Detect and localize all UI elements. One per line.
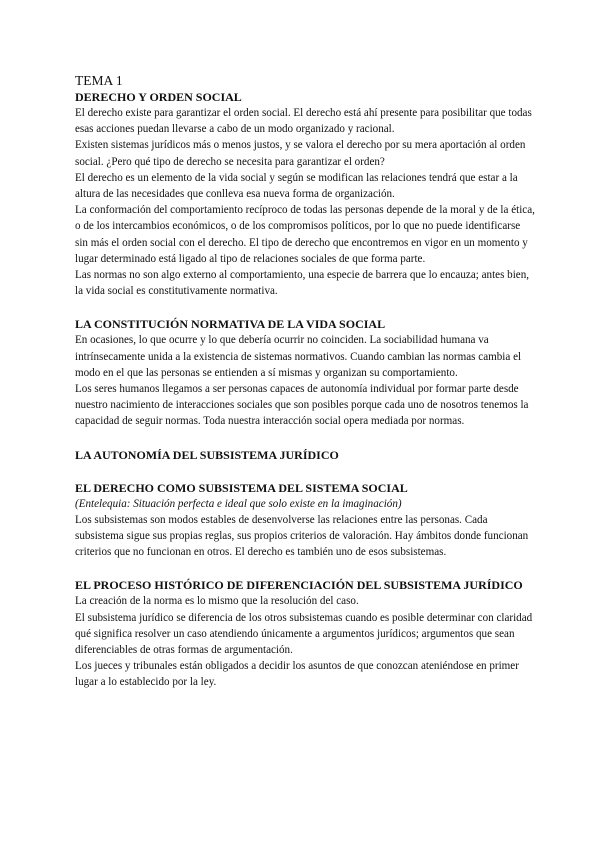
section-heading: DERECHO Y ORDEN SOCIAL bbox=[75, 90, 242, 104]
section-heading: EL PROCESO HISTÓRICO DE DIFERENCIACIÓN DEL SUBSISTEMA JURÍDICO bbox=[75, 578, 523, 593]
section-heading: LA AUTONOMÍA DEL SUBSISTEMA JURÍDICO bbox=[75, 447, 339, 462]
tema-title: TEMA 1 bbox=[75, 73, 123, 88]
paragraph: Los jueces y tribunales están obligados a decidir los asuntos de que conozcan ateniéndose en primer lugar a lo establecido por la ley. bbox=[75, 660, 519, 689]
section-spacer bbox=[75, 299, 535, 316]
paragraph: El derecho es un elemento de la vida social y según se modifican las relaciones tendrá que estar a la altura de las necesidades que conlleva esa nueva forma de organización. bbox=[75, 171, 518, 201]
section-heading: LA CONSTITUCIÓN NORMATIVA DE LA VIDA SOCIAL bbox=[75, 317, 386, 332]
section-spacer bbox=[75, 430, 535, 447]
paragraph: El subsistema jurídico se diferencia de los otros subsistemas cuando es posible determinar con claridad qué significa resolver un caso atendiendo únicamente a argumentos jurídicos; argumentos que sean diferenciables de otras formas de argumentación. bbox=[75, 611, 533, 657]
paragraph: En ocasiones, lo que ocurre y lo que debería ocurrir no coinciden. La sociabilidad humana va intrínsecamente unida a la existencia de sistemas normativos. Cuando cambian las normas cambia el modo en el que las personas se entienden a sí mismas y organizan su comportamiento. bbox=[75, 334, 522, 379]
document-body bbox=[75, 72, 535, 691]
section-spacer bbox=[75, 463, 535, 480]
definition-note: (Entelequia: Situación perfecta e ideal que solo existe en la imaginación) bbox=[75, 497, 402, 510]
paragraph: La creación de la norma es lo mismo que la resolución del caso. bbox=[75, 595, 359, 608]
paragraph: El derecho existe para garantizar el orden social. El derecho está ahí presente para posibilitar que todas esas acciones puedan llevarse a cabo de un modo organizado y racional. bbox=[75, 107, 532, 136]
section-spacer bbox=[75, 560, 535, 577]
paragraph: Existen sistemas jurídicos más o menos justos, y se valora el derecho por su mera aportación al orden social. ¿Pero qué tipo de derecho se necesita para garantizar el orden? bbox=[75, 139, 526, 168]
section-heading: EL DERECHO COMO SUBSISTEMA DEL SISTEMA SOCIAL bbox=[75, 480, 408, 495]
paragraph: Los seres humanos llegamos a ser personas capaces de autonomía individual por formar parte desde nuestro nacimiento de interacciones sociales que son posibles porque cada uno de nosotros tenemos la capacidad de seguir normas. Toda nuestra interacción social opera mediada por normas. bbox=[75, 383, 529, 428]
paragraph: La conformación del comportamiento recíproco de todas las personas depende de la moral y de la ética, o de los intercambios económicos, o de los compromisos políticos, por lo que no puede identificarse sin más el orden social con el derecho. El tipo de derecho que encontremos en vigor en un momento y lugar determinado está ligado al tipo de relaciones sociales de que forma parte. bbox=[75, 204, 535, 265]
paragraph: Las normas no son algo externo al comportamiento, una especie de barrera que lo encauza; antes bien, la vida social es constitutivamente normativa. bbox=[75, 269, 530, 298]
paragraph: Los subsistemas son modos estables de desenvolverse las relaciones entre las personas. Cada subsistema sigue sus propias reglas, sus propios criterios de valoración. Hay ámbitos donde funcionan criterios que no funcionan en otros. El derecho es también uno de esos subsistemas. bbox=[75, 513, 529, 559]
